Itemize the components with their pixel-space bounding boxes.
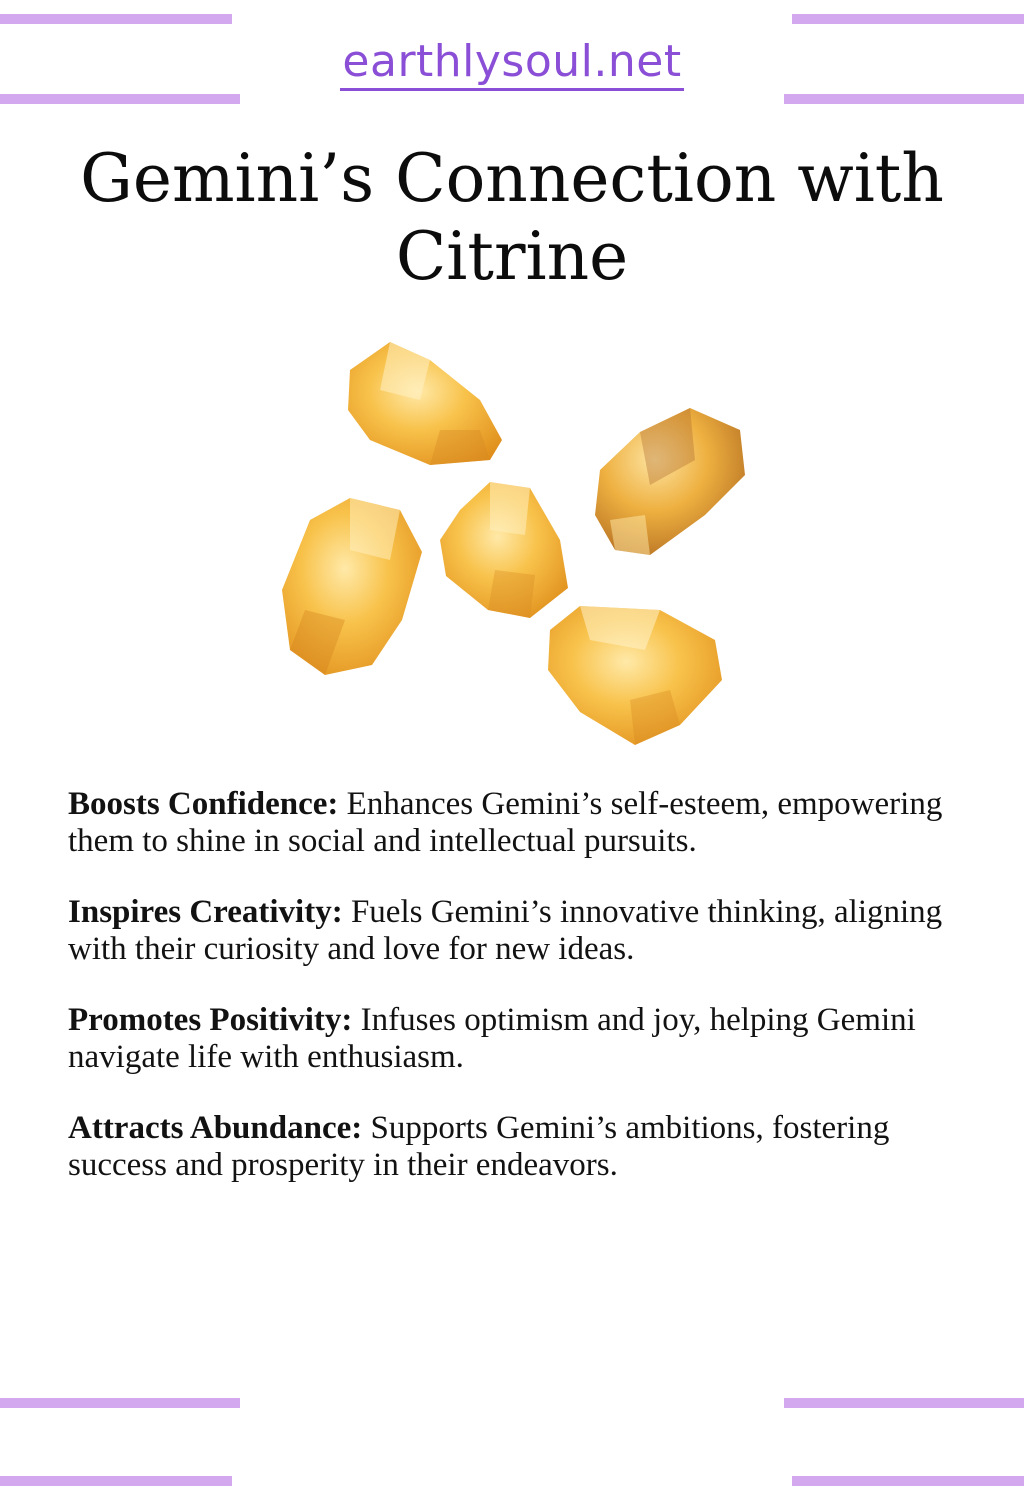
crystal-left — [282, 498, 422, 675]
bottom-left-line-lower — [0, 1476, 232, 1486]
benefit-label: Promotes Positivity: — [68, 1002, 353, 1038]
bottom-left-line-upper — [0, 1398, 240, 1408]
benefits-list — [68, 786, 968, 1218]
crystal-top-right — [595, 408, 745, 555]
crystal-top-left — [348, 342, 502, 465]
benefit-label: Inspires Creativity: — [68, 894, 343, 930]
crystal-center — [440, 482, 568, 618]
bottom-right-line-lower — [792, 1476, 1024, 1486]
top-left-line-upper — [0, 14, 232, 24]
benefit-text: Fuels Gemini’s innovative thinking, aligning with their curiosity and love for new ideas. — [68, 894, 943, 967]
citrine-crystals-image — [250, 320, 770, 760]
logo-text: earthlysoul.net — [340, 36, 683, 91]
benefit-label: Boosts Confidence: — [68, 786, 339, 822]
bottom-right-line-upper — [784, 1398, 1024, 1408]
crystal-bottom-right — [548, 606, 722, 745]
benefit-text: Enhances Gemini’s self-esteem, empowering them to shine in social and intellectual pursuits. — [68, 786, 943, 859]
top-right-line-upper — [792, 14, 1024, 24]
site-logo[interactable] — [0, 30, 1024, 96]
benefit-text: Infuses optimism and joy, helping Gemini navigate life with enthusiasm. — [68, 1002, 916, 1075]
benefit-text: Supports Gemini’s ambitions, fostering success and prosperity in their endeavors. — [68, 1110, 890, 1183]
benefit-item — [68, 1110, 968, 1184]
benefit-item — [68, 1002, 968, 1076]
page-title: Gemini’s Connection with Citrine — [80, 140, 944, 295]
benefit-item — [68, 894, 968, 968]
benefit-label: Attracts Abundance: — [68, 1110, 363, 1146]
benefit-item — [68, 786, 968, 860]
